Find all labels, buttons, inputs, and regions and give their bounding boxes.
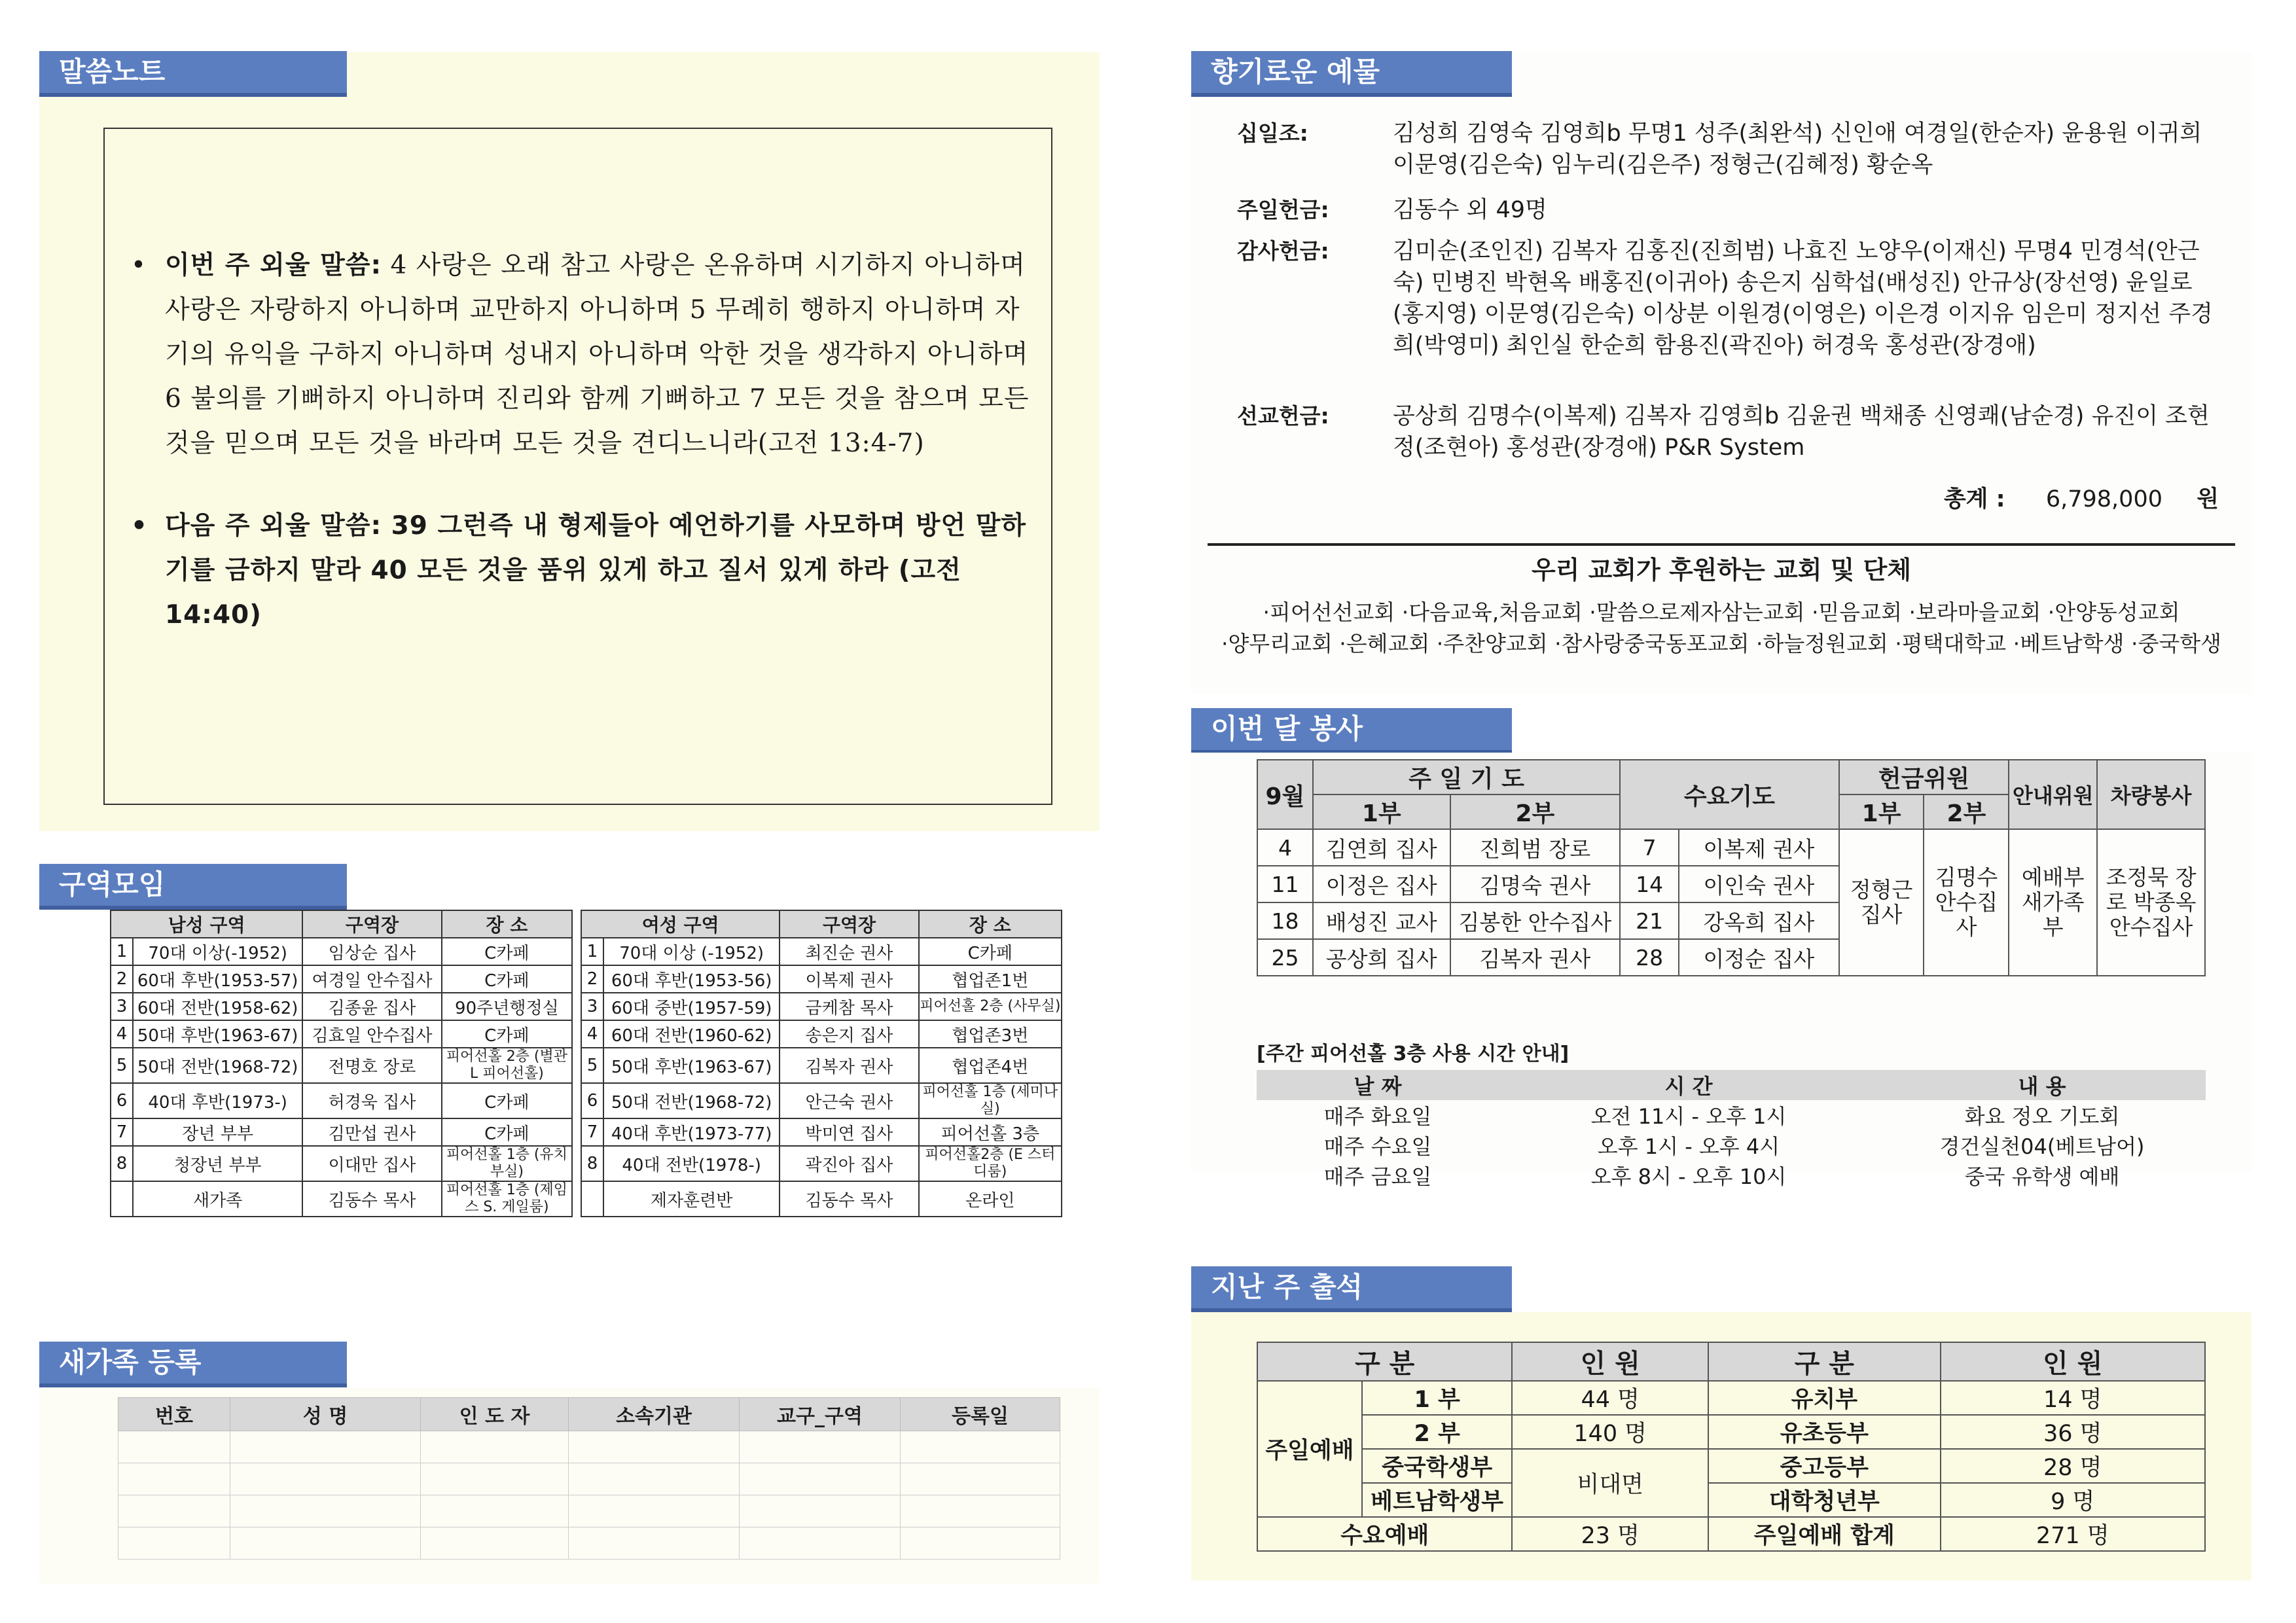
column-separator <box>572 1048 581 1083</box>
attendance-row <box>1257 1381 2205 1415</box>
sunday-total-count: 271 명 <box>1941 1517 2205 1551</box>
header-number: 번호 <box>118 1398 230 1431</box>
female-group: 제자훈련반 <box>603 1181 780 1217</box>
wednesday-person: 이복제 권사 <box>1679 829 1839 866</box>
female-place: 온라인 <box>919 1181 1062 1217</box>
female-no: 3 <box>581 993 603 1020</box>
female-no: 6 <box>581 1083 603 1118</box>
male-group: 60대 전반(1958-62) <box>133 993 302 1020</box>
column-separator <box>572 1083 581 1118</box>
car-service-person: 조정묵 장로 박종옥 안수집사 <box>2097 829 2205 976</box>
hall-date: 매주 수요일 <box>1323 1134 1432 1159</box>
hall-date: 매주 금요일 <box>1323 1164 1432 1189</box>
new-family-table <box>118 1397 1060 1560</box>
male-group: 장년 부부 <box>133 1118 302 1146</box>
district-row <box>111 1083 1062 1118</box>
male-place: C카페 <box>442 965 572 993</box>
part2-person: 김명숙 권사 <box>1450 866 1621 902</box>
part1-person: 공상희 집사 <box>1313 939 1450 976</box>
female-place: 피어선홀 3층 <box>919 1118 1062 1146</box>
male-leader: 전명호 장로 <box>302 1048 441 1083</box>
female-group: 50대 후반(1963-67) <box>603 1048 780 1083</box>
male-place: 피어선홀 2층 (별관 L 피어선홀) <box>442 1048 572 1083</box>
female-no: 8 <box>581 1146 603 1181</box>
att-count: 36 명 <box>1941 1415 2205 1449</box>
male-no <box>111 1181 133 1217</box>
att-category: 베트남학생부 <box>1362 1483 1513 1517</box>
female-leader: 곽진아 집사 <box>780 1146 918 1181</box>
usher-person: 예배부 새가족부 <box>2009 829 2097 976</box>
header-guide: 인 도 자 <box>421 1398 569 1431</box>
total-unit: 원 <box>2197 486 2219 512</box>
female-place: 협업존4번 <box>919 1048 1062 1083</box>
hall-time: 오후 8시 - 오후 10시 <box>1590 1164 1787 1189</box>
male-leader: 김만섭 권사 <box>302 1118 441 1146</box>
this-week-text: 4 사랑은 오래 참고 사랑은 온유하며 시기하지 아니하며 사랑은 자랑하지 아니하며 교만하지 아니하며 5 무례히 행하지 아니하며 자기의 유익을 구하지 아니하며 성내지 아니하며 악한 것을 생각하지 아니하며 6 불의를 기뻐하지 아니하며 진리와 함께 기뻐하고 7 모든 것을 참으며 모든 것을 믿으며 모든 것을 바라며 모든 것을 견디느니라(고전 13:4-7) <box>165 251 1030 458</box>
car-service-header: 차량봉사 <box>2097 760 2205 829</box>
offering-row <box>0 194 2296 230</box>
next-week-label: 다음 주 외울 말씀: <box>165 511 382 541</box>
district-row <box>111 993 1062 1020</box>
female-leader: 이복제 권사 <box>780 965 918 993</box>
offering-part2-header: 2부 <box>1924 794 2009 829</box>
next-week-verse <box>144 504 1038 637</box>
district-row <box>111 1048 1062 1083</box>
tithe-label: 십일조: <box>1237 120 1308 146</box>
male-group: 50대 후반(1963-67) <box>133 1020 302 1048</box>
part1-person: 김연희 집사 <box>1313 829 1450 866</box>
header-affiliation: 소속기관 <box>569 1398 740 1431</box>
hall-header-row <box>1257 1070 2206 1100</box>
male-place: C카페 <box>442 1118 572 1146</box>
part1-person: 이정은 집사 <box>1313 866 1450 902</box>
female-group: 60대 전반(1960-62) <box>603 1020 780 1048</box>
hall-header-content: 내 용 <box>1878 1070 2206 1100</box>
attendance-title: 지난 주 출석 <box>1191 1266 1512 1312</box>
service-row <box>1257 829 2205 866</box>
female-no: 5 <box>581 1048 603 1083</box>
hall-time: 오후 1시 - 오후 4시 <box>1597 1134 1780 1159</box>
district-row <box>111 1020 1062 1048</box>
hall-content: 중국 유학생 예배 <box>1964 1164 2120 1189</box>
district-row <box>111 965 1062 993</box>
district-title: 구역모임 <box>39 864 347 910</box>
attendance-total-row <box>1257 1517 2205 1551</box>
support-line-1: ·피어선선교회 ·다음교육,처음교회 ·말씀으로제자삼는교회 ·믿음교회 ·보라마을교회 ·안양동성교회 <box>1263 599 2180 625</box>
female-place: 피어선홀2층 (E 스터디룸) <box>919 1146 1062 1181</box>
new-family-empty-row <box>118 1431 1060 1463</box>
female-leader: 금케참 목사 <box>780 993 918 1020</box>
female-place: C카페 <box>919 938 1062 965</box>
female-group: 50대 전반(1968-72) <box>603 1083 780 1118</box>
hall-date: 매주 화요일 <box>1323 1104 1432 1129</box>
wednesday-date: 21 <box>1620 902 1679 939</box>
header-male-place: 장 소 <box>442 910 572 938</box>
male-leader: 허경욱 집사 <box>302 1083 441 1118</box>
att-count: 140 명 <box>1512 1415 1708 1449</box>
offering-part1-header: 1부 <box>1839 794 1924 829</box>
female-group: 70대 이상 (-1952) <box>603 938 780 965</box>
sunday-date: 4 <box>1257 829 1313 866</box>
wednesday-person: 강옥희 집사 <box>1679 902 1839 939</box>
att-header-count-1: 인 원 <box>1512 1342 1708 1381</box>
male-group: 70대 이상(-1952) <box>133 938 302 965</box>
att-count: 44 명 <box>1512 1381 1708 1415</box>
sunday-date: 18 <box>1257 902 1313 939</box>
new-family-empty-row <box>118 1495 1060 1527</box>
attendance-header-row <box>1257 1342 2205 1381</box>
offering-total <box>1931 481 2219 514</box>
wednesday-person: 이인숙 권사 <box>1679 866 1839 902</box>
thanks-offering-label: 감사헌금: <box>1237 238 1329 264</box>
header-date: 등록일 <box>901 1398 1060 1431</box>
wednesday-person: 이정순 집사 <box>1679 939 1839 976</box>
attendance-row <box>1257 1449 2205 1483</box>
female-leader: 안근숙 권사 <box>780 1083 918 1118</box>
hall-table <box>1257 1070 2206 1190</box>
male-leader: 임상순 집사 <box>302 938 441 965</box>
header-male: 남성 구역 <box>111 910 302 938</box>
part1-header: 1부 <box>1313 794 1450 829</box>
female-no <box>581 1181 603 1217</box>
male-no: 4 <box>111 1020 133 1048</box>
header-female: 여성 구역 <box>581 910 780 938</box>
sunday-date: 11 <box>1257 866 1313 902</box>
service-table <box>1257 759 2206 976</box>
service-header-row-1 <box>1257 760 2205 794</box>
male-place: 90주년행정실 <box>442 993 572 1020</box>
female-no: 1 <box>581 938 603 965</box>
column-separator <box>572 1020 581 1048</box>
female-leader: 김복자 권사 <box>780 1048 918 1083</box>
hall-header-time: 시 간 <box>1499 1070 1878 1100</box>
district-table <box>110 910 1062 1217</box>
new-family-title: 새가족 등록 <box>39 1342 347 1387</box>
thanks-offering-names: 김미순(조인진) 김복자 김홍진(진희범) 나효진 노양우(이재신) 무명4 민경석(안근숙) 민병진 박현옥 배홍진(이귀아) 송은지 심학섭(배성진) 안규상(장선영) 윤일로(홍지영) 이문영(김은숙) 이상분 이원경(이영은) 이은경 이지유 임은미 정지선 주경희(박영미) 최인실 한순희 함용진(곽진아) 허경욱 홍성관(장경애) <box>1393 238 2213 359</box>
att-category: 2 부 <box>1362 1415 1513 1449</box>
female-place: 협업존3번 <box>919 1020 1062 1048</box>
sunday-offering-names: 김동수 외 49명 <box>1393 197 1547 223</box>
attendance-row <box>1257 1415 2205 1449</box>
month-header: 9월 <box>1257 760 1313 829</box>
new-family-header-row <box>118 1398 1060 1431</box>
district-row <box>111 1118 1062 1146</box>
new-family-empty-row <box>118 1527 1060 1560</box>
male-no: 8 <box>111 1146 133 1181</box>
column-separator <box>572 1181 581 1217</box>
male-no: 7 <box>111 1118 133 1146</box>
wednesday-prayer-header: 수요기도 <box>1620 760 1839 829</box>
part2-person: 김봉한 안수집사 <box>1450 902 1621 939</box>
column-separator <box>572 993 581 1020</box>
district-row <box>111 1146 1062 1181</box>
female-group: 60대 중반(1957-59) <box>603 993 780 1020</box>
female-place: 피어선홀 2층 (사무실) <box>919 993 1062 1020</box>
wednesday-date: 14 <box>1620 866 1679 902</box>
header-female-leader: 구역장 <box>780 910 918 938</box>
att-category: 중국학생부 <box>1362 1449 1513 1483</box>
male-place: C카페 <box>442 1020 572 1048</box>
sunday-offering-label: 주일헌금: <box>1237 197 1329 223</box>
wednesday-date: 7 <box>1620 829 1679 866</box>
att-category: 유치부 <box>1708 1381 1940 1415</box>
support-title: 우리 교회가 후원하는 교회 및 단체 <box>1531 556 1912 584</box>
sunday-service-label: 주일예배 <box>1257 1381 1362 1517</box>
untact-count: 비대면 <box>1512 1449 1708 1517</box>
total-value: 6,798,000 <box>2045 486 2162 512</box>
att-header-category-2: 구 분 <box>1708 1342 1940 1381</box>
support-line-2: ·양무리교회 ·은혜교회 ·주찬양교회 ·참사랑중국동포교회 ·하늘정원교회 ·평택대학교 ·베트남학생 ·중국학생 <box>1221 631 2222 656</box>
mission-offering-names: 공상희 김명수(이복제) 김복자 김영희b 김윤권 백채종 신영쾌(남순경) 유진이 조현정(조현아) 홍성관(장경애) P&R System <box>1393 403 2210 461</box>
part2-person: 진희범 장로 <box>1450 829 1621 866</box>
male-place: 피어선홀 1층 (제임스 S. 게일룸) <box>442 1181 572 1217</box>
male-leader: 김효일 안수집사 <box>302 1020 441 1048</box>
total-label: 총계 : <box>1943 486 2005 512</box>
column-separator <box>572 1118 581 1146</box>
male-no: 6 <box>111 1083 133 1118</box>
sunday-total-label: 주일예배 합계 <box>1708 1517 1940 1551</box>
female-no: 2 <box>581 965 603 993</box>
offering-part2-person: 김명수 안수집사 <box>1924 829 2009 976</box>
sunday-prayer-header: 주 일 기 도 <box>1313 760 1620 794</box>
female-place: 피어선홀 1층 (세미나실) <box>919 1083 1062 1118</box>
offering-title: 향기로운 예물 <box>1191 51 1512 97</box>
hall-row <box>1257 1130 2206 1160</box>
male-place: 피어선홀 1층 (유치부실) <box>442 1146 572 1181</box>
female-leader: 최진순 권사 <box>780 938 918 965</box>
offering-committee-header: 헌금위원 <box>1839 760 2009 794</box>
male-no: 5 <box>111 1048 133 1083</box>
district-header-row <box>111 910 1062 938</box>
divider-line <box>1208 543 2235 546</box>
att-header-count-2: 인 원 <box>1941 1342 2205 1381</box>
column-separator <box>572 910 581 938</box>
offering-part1-person: 정형근 집사 <box>1839 829 1924 976</box>
tithe-names: 김성희 김영숙 김영희b 무명1 성주(최완석) 신인애 여경일(한순자) 윤용원 이귀희 이문영(김은숙) 임누리(김은주) 정형근(김혜정) 황순옥 <box>1393 120 2202 178</box>
female-group: 40대 후반(1973-77) <box>603 1118 780 1146</box>
att-header-category-1: 구 분 <box>1257 1342 1512 1381</box>
female-group: 40대 전반(1978-) <box>603 1146 780 1181</box>
district-row <box>111 938 1062 965</box>
att-count: 9 명 <box>1941 1483 2205 1517</box>
offering-row <box>0 118 2296 190</box>
female-place: 협업존1번 <box>919 965 1062 993</box>
female-group: 60대 후반(1953-56) <box>603 965 780 993</box>
hall-time: 오전 11시 - 오후 1시 <box>1590 1104 1787 1129</box>
next-week-text: 39 그런즉 내 형제들아 예언하기를 사모하며 방언 말하기를 금하지 말라 40 모든 것을 품위 있게 하고 질서 있게 하라 (고전 14:40) <box>165 511 1027 630</box>
sunday-date: 25 <box>1257 939 1313 976</box>
male-leader: 여경일 안수집사 <box>302 965 441 993</box>
male-group: 청장년 부부 <box>133 1146 302 1181</box>
female-no: 4 <box>581 1020 603 1048</box>
male-leader: 김동수 목사 <box>302 1181 441 1217</box>
male-group: 40대 후반(1973-) <box>133 1083 302 1118</box>
this-week-label: 이번 주 외울 말씀: <box>165 251 382 280</box>
wednesday-date: 28 <box>1620 939 1679 976</box>
service-title: 이번 달 봉사 <box>1191 708 1512 754</box>
header-district: 교구_구역 <box>740 1398 901 1431</box>
attendance-table <box>1257 1342 2206 1552</box>
attendance-row <box>1257 1483 2205 1517</box>
male-group: 60대 후반(1953-57) <box>133 965 302 993</box>
female-leader: 박미연 집사 <box>780 1118 918 1146</box>
hall-title: [주간 피어선홀 3층 사용 시간 안내] <box>1257 1043 1570 1065</box>
male-place: C카페 <box>442 1083 572 1118</box>
att-category: 중고등부 <box>1708 1449 1940 1483</box>
part2-header: 2부 <box>1450 794 1621 829</box>
column-separator <box>572 938 581 965</box>
male-no: 3 <box>111 993 133 1020</box>
hall-row <box>1257 1160 2206 1190</box>
att-count: 14 명 <box>1941 1381 2205 1415</box>
hall-content: 화요 정오 기도회 <box>1964 1104 2120 1129</box>
wed-service-count: 23 명 <box>1512 1517 1708 1551</box>
wed-service-label: 수요예배 <box>1257 1517 1512 1551</box>
male-place: C카페 <box>442 938 572 965</box>
att-category: 대학청년부 <box>1708 1483 1940 1517</box>
mission-offering-label: 선교헌금: <box>1237 403 1329 429</box>
male-no: 1 <box>111 938 133 965</box>
part2-person: 김복자 권사 <box>1450 939 1621 976</box>
att-count: 28 명 <box>1941 1449 2205 1483</box>
male-group: 50대 전반(1968-72) <box>133 1048 302 1083</box>
column-separator <box>572 965 581 993</box>
column-separator <box>572 1146 581 1181</box>
sermon-notes-title: 말씀노트 <box>39 51 347 97</box>
male-no: 2 <box>111 965 133 993</box>
female-no: 7 <box>581 1118 603 1146</box>
district-row <box>111 1181 1062 1217</box>
header-male-leader: 구역장 <box>302 910 441 938</box>
hall-schedule <box>1257 1037 2206 1190</box>
hall-header-date: 날 짜 <box>1257 1070 1499 1100</box>
female-leader: 송은지 집사 <box>780 1020 918 1048</box>
usher-header: 안내위원 <box>2009 760 2097 829</box>
offering-row <box>0 401 2296 466</box>
male-group: 새가족 <box>133 1181 302 1217</box>
male-leader: 김종윤 집사 <box>302 993 441 1020</box>
male-leader: 이대만 집사 <box>302 1146 441 1181</box>
hall-content: 경건실천04(베트남어) <box>1939 1134 2145 1159</box>
offering-row <box>0 236 2296 393</box>
new-family-empty-row <box>118 1463 1060 1495</box>
header-female-place: 장 소 <box>919 910 1062 938</box>
header-name: 성 명 <box>230 1398 421 1431</box>
att-category: 유초등부 <box>1708 1415 1940 1449</box>
part1-person: 배성진 교사 <box>1313 902 1450 939</box>
female-leader: 김동수 목사 <box>780 1181 918 1217</box>
hall-row <box>1257 1100 2206 1130</box>
att-category: 1 부 <box>1362 1381 1513 1415</box>
